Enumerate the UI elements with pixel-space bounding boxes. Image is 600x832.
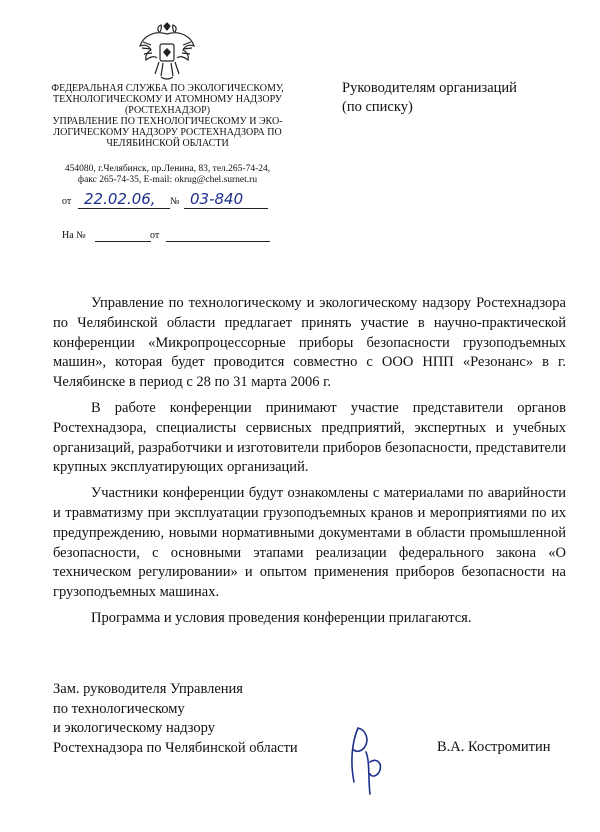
reply-na-label: На № bbox=[62, 230, 86, 241]
agency-line: ЧЕЛЯБИНСКОЙ ОБЛАСТИ bbox=[106, 138, 229, 149]
signatory-title-line: Зам. руководителя Управления bbox=[53, 681, 243, 697]
address-line: 454080, г.Челябинск, пр.Ленина, 83, тел.265-74-24, bbox=[64, 164, 271, 174]
reply-from-label: от bbox=[150, 230, 160, 241]
agency-line: ТЕХНОЛОГИЧЕСКОМУ И АТОМНОМУ НАДЗОРУ bbox=[53, 94, 282, 105]
ref-number-handwritten: 03-840 bbox=[190, 190, 244, 208]
ref-number-underline bbox=[184, 208, 268, 209]
body-paragraph: Участники конференции будут ознакомлены с материалами по аварийности и травматизму при эксплуатации грузоподъемных кранов и мероприятиями по их предупреждению, новыми нормативными документами в области промышленной безопасности, с основными этапами реализации федерального закона «О техническом регулировании» и опытом применения приборов безопасности на грузоподъемных машинах. bbox=[53, 485, 566, 601]
outgoing-reference bbox=[62, 190, 272, 212]
reply-number-underline bbox=[95, 241, 151, 242]
handwritten-signature-icon bbox=[340, 722, 400, 798]
recipient-block bbox=[342, 79, 582, 117]
reply-date-underline bbox=[166, 241, 270, 242]
agency-header bbox=[30, 83, 305, 149]
agency-line: (РОСТЕХНАДЗОР) bbox=[124, 105, 211, 116]
recipient-line: Руководителям организаций bbox=[342, 80, 517, 96]
agency-line: ЛОГИЧЕСКОМУ НАДЗОРУ РОСТЕХНАДЗОРА ПО bbox=[53, 127, 282, 138]
body-paragraph: Программа и условия проведения конференции прилагаются. bbox=[91, 609, 472, 626]
signatory-title-line: и экологическому надзору bbox=[53, 720, 215, 736]
agency-address bbox=[30, 164, 305, 186]
agency-line: УПРАВЛЕНИЕ ПО ТЕХНОЛОГИЧЕСКОМУ И ЭКО- bbox=[52, 116, 283, 127]
reply-reference bbox=[62, 230, 282, 244]
letter-body bbox=[53, 294, 566, 635]
signatory-name: В.А. Костромитин bbox=[437, 739, 551, 755]
ref-date-handwritten: 22.02.06, bbox=[84, 190, 156, 208]
signatory-title-line: Ростехнадзора по Челябинской области bbox=[53, 739, 298, 756]
body-paragraph: В работе конференции принимают участие представители органов Ростехнадзора, специалисты сервисных предприятий, экспертных и учебных организаций, разработчики и изготовители приборов безопасности, представители крупных эксплуатирующих организаций. bbox=[53, 399, 566, 476]
ref-number-label: № bbox=[170, 196, 180, 207]
body-paragraph: Управление по технологическому и экологическому надзору Ростехнадзора по Челябинской области предлагает принять участие в научно-практической конференции «Микропроцессорные приборы безопасности грузоподъемных машин», которая будет проводится совместно с ООО НПП «Резонанс» в г. Челябинске в период с 28 по 31 марта 2006 г. bbox=[53, 295, 566, 391]
ref-date-underline bbox=[78, 208, 170, 209]
signatory-title bbox=[53, 680, 298, 758]
address-line: факс 265-74-35, E-mail: okrug@chel.surnet.ru bbox=[77, 175, 258, 185]
agency-line: ФЕДЕРАЛЬНАЯ СЛУЖБА ПО ЭКОЛОГИЧЕСКОМУ, bbox=[51, 83, 284, 94]
recipient-line: (по списку) bbox=[342, 99, 413, 115]
russian-coat-of-arms-icon bbox=[137, 22, 197, 82]
ref-from-label: от bbox=[62, 196, 72, 207]
signatory-title-line: по технологическому bbox=[53, 700, 185, 717]
